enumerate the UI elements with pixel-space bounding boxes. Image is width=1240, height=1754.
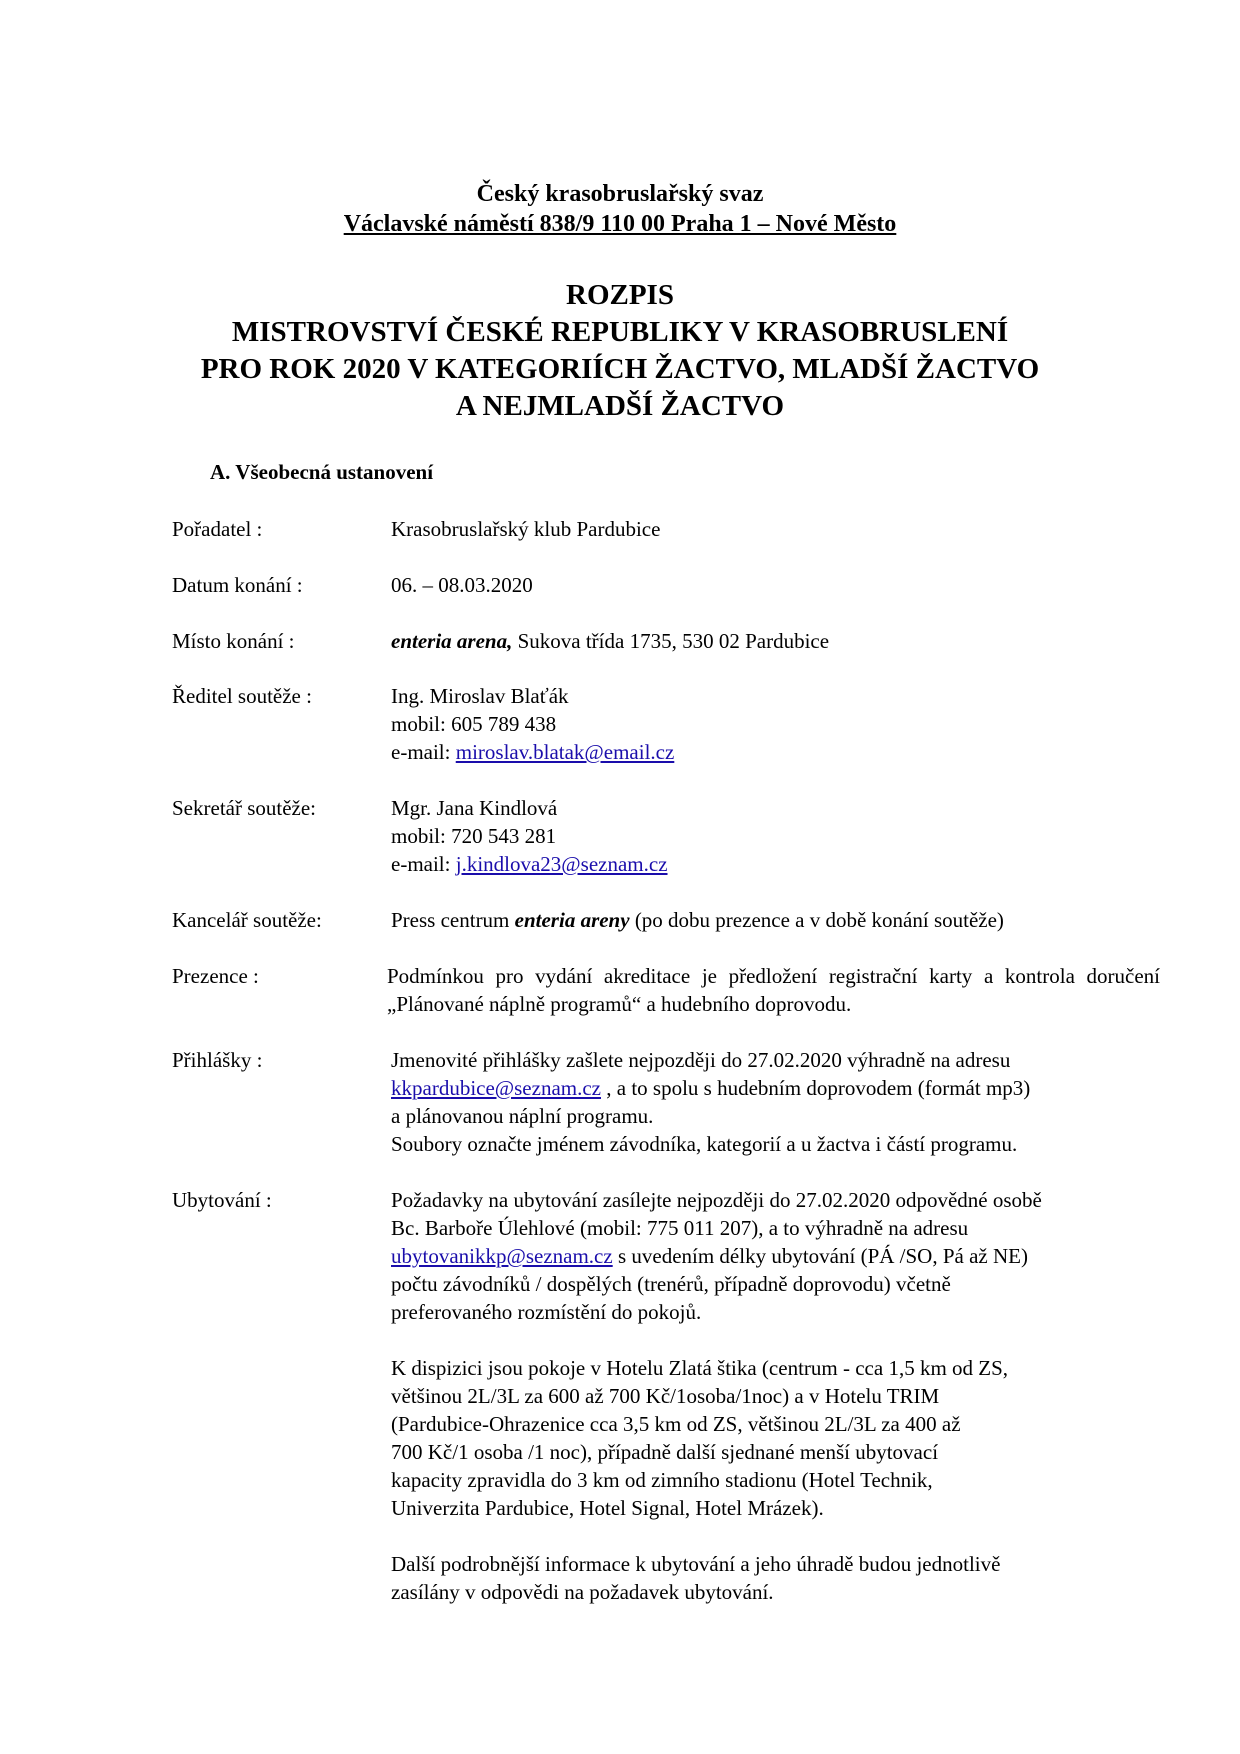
section-heading-a: A. Všeobecná ustanovení — [210, 460, 434, 484]
doc-title-line2: MISTROVSTVÍ ČESKÉ REPUBLIKY V KRASOBRUSLENÍ — [231, 316, 1009, 348]
office-venue: enteria areny — [514, 908, 630, 932]
director-value — [391, 682, 674, 766]
org-name: Český krasobruslařský svaz — [476, 181, 764, 207]
venue-label: Místo konání : — [172, 629, 295, 653]
accommodation-p1-line-3 — [391, 1242, 1042, 1270]
director-email-prefix: e-mail: — [391, 740, 456, 764]
entries-value — [391, 1046, 1030, 1158]
venue-value — [391, 627, 829, 655]
date-value: 06. – 08.03.2020 — [391, 573, 533, 597]
registration-label: Prezence : — [172, 964, 259, 988]
secretary-value — [391, 794, 668, 878]
accommodation-p1-line-1: Požadavky na ubytování zasílejte nejpozději do 27.02.2020 odpovědné osobě — [391, 1188, 1042, 1212]
date-label: Datum konání : — [172, 573, 303, 597]
director-mobile: mobil: 605 789 438 — [391, 712, 557, 736]
office-value — [391, 906, 1004, 934]
organizer-value: Krasobruslařský klub Pardubice — [391, 517, 661, 541]
entries-label: Přihlášky : — [172, 1048, 263, 1072]
accommodation-label: Ubytování : — [172, 1188, 272, 1212]
secretary-mobile: mobil: 720 543 281 — [391, 824, 557, 848]
accommodation-p3 — [391, 1550, 1000, 1606]
accommodation-p2-line-5: kapacity zpravidla do 3 km od zimního stadionu (Hotel Technik, — [391, 1468, 933, 1492]
accommodation-p1 — [391, 1186, 1042, 1326]
entries-line-2 — [391, 1074, 1030, 1102]
entries-line-3: a plánovanou náplní programu. — [391, 1104, 654, 1128]
org-address-text: Václavské náměstí 838/9 110 00 Praha 1 – Nové Město — [343, 211, 897, 237]
director-label: Ředitel soutěže : — [172, 684, 312, 708]
director-email-line — [391, 738, 674, 766]
doc-title-line4: A NEJMLADŠÍ ŽACTVO — [455, 390, 785, 422]
accommodation-email-link[interactable]: ubytovanikkp@seznam.cz — [391, 1244, 613, 1268]
secretary-label: Sekretář soutěže: — [172, 796, 317, 820]
venue-name: enteria arena, — [391, 629, 513, 653]
director-email-link[interactable]: miroslav.blatak@email.cz — [455, 740, 675, 764]
accommodation-p1-line-2: Bc. Barboře Úlehlové (mobil: 775 011 207), a to výhradně na adresu — [391, 1216, 969, 1240]
org-address — [0, 209, 1240, 239]
secretary-email-prefix: e-mail: — [391, 852, 456, 876]
doc-title: ROZPIS — [566, 279, 674, 311]
accommodation-p2 — [391, 1354, 1008, 1522]
director-name: Ing. Miroslav Blaťák — [391, 684, 569, 708]
accommodation-p1-line-4: počtu závodníků / dospělých (trenérů, případně doprovodu) včetně — [391, 1272, 951, 1296]
accommodation-p3-line-2: zasílány v odpovědi na požadavek ubytování. — [391, 1580, 774, 1604]
office-prefix: Press centrum — [391, 908, 515, 932]
accommodation-p2-line-2: většinou 2L/3L za 600 až 700 Kč/1osoba/1noc) a v Hotelu TRIM — [391, 1384, 940, 1408]
accommodation-p1-line-5: preferovaného rozmístění do pokojů. — [391, 1300, 702, 1324]
organizer-label: Pořadatel : — [172, 517, 263, 541]
registration-text: Podmínkou pro vydání akreditace je předložení registrační karty a kontrola doručení „Plánované náplně programů“ a hudebního doprovodu. — [387, 964, 1160, 1016]
venue-address: Sukova třída 1735, 530 02 Pardubice — [512, 629, 830, 653]
accommodation-p1-line-3-rest: s uvedením délky ubytování (PÁ /SO, Pá až NE) — [612, 1244, 1028, 1268]
entries-line-4: Soubory označte jménem závodníka, kategorií a u žactva i částí programu. — [391, 1132, 1018, 1156]
doc-title-line3: PRO ROK 2020 V KATEGORIÍCH ŽACTVO, MLADŠÍ ŽACTVO — [200, 353, 1040, 385]
secretary-email-line — [391, 850, 668, 878]
entries-email-link[interactable]: kkpardubice@seznam.cz — [391, 1076, 601, 1100]
accommodation-p2-line-3: (Pardubice-Ohrazenice cca 3,5 km od ZS, většinou 2L/3L za 400 až — [391, 1412, 961, 1436]
office-suffix: (po dobu prezence a v době konání soutěže) — [629, 908, 1004, 932]
office-label: Kancelář soutěže: — [172, 908, 322, 932]
accommodation-p2-line-4: 700 Kč/1 osoba /1 noc), případně další sjednané menší ubytovací — [391, 1440, 939, 1464]
secretary-email-link[interactable]: j.kindlova23@seznam.cz — [455, 852, 668, 876]
accommodation-p2-line-1: K dispizici jsou pokoje v Hotelu Zlatá štika (centrum - cca 1,5 km od ZS, — [391, 1356, 1009, 1380]
entries-line-1: Jmenovité přihlášky zašlete nejpozději do 27.02.2020 výhradně na adresu — [391, 1048, 1011, 1072]
secretary-name: Mgr. Jana Kindlová — [391, 796, 558, 820]
accommodation-p3-line-1: Další podrobnější informace k ubytování a jeho úhradě budou jednotlivě — [391, 1552, 1001, 1576]
entries-line-2-rest: , a to spolu s hudebním doprovodem (formát mp3) — [601, 1076, 1031, 1100]
accommodation-p2-line-6: Univerzita Pardubice, Hotel Signal, Hotel Mrázek). — [391, 1496, 824, 1520]
